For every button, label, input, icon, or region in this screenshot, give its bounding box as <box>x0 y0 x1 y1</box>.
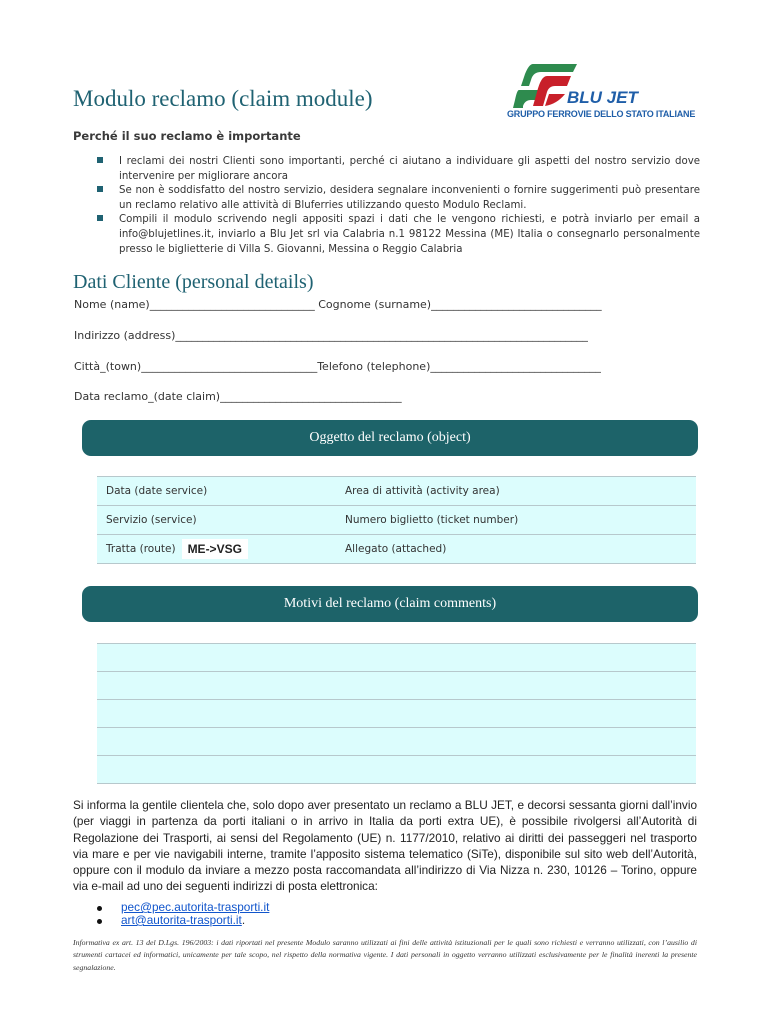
city-field[interactable]: ________________________________ <box>141 360 318 373</box>
activity-area-cell[interactable]: Area di attività (activity area) <box>345 485 500 497</box>
bullet-text: Se non è soddisfatto del nostro servizio, desidera segnalare inconvenienti o fornire suggerimenti può presentare un reclamo relativo alle attività di Bluferries utilizzando questo Modulo Reclami. <box>119 185 700 211</box>
route-label: Tratta (route) <box>106 543 176 555</box>
name-label: Nome (name) <box>74 298 150 311</box>
date-claim-label: Data reclamo_(date claim) <box>74 390 221 403</box>
personal-details-heading: Dati Cliente (personal details) <box>73 271 314 293</box>
table-row <box>97 477 696 506</box>
comments-area[interactable] <box>97 643 696 784</box>
city-label: Città_(town) <box>74 360 142 373</box>
city-phone-row <box>74 360 601 373</box>
bullet-dot-icon <box>97 919 102 924</box>
comment-line[interactable] <box>97 672 696 700</box>
address-label: Indirizzo (address) <box>74 329 176 342</box>
surname-label: Cognome (surname) <box>318 298 432 311</box>
brand-name: BLU JET <box>567 88 638 107</box>
bullet-text: I reclami dei nostri Clienti sono importanti, perché ci aiutano a individuare gli aspetti del nostro servizio dove intervenire per migliorare ancora <box>119 156 700 182</box>
privacy-footnote: Informativa ex art. 13 del D.Lgs. 196/2003: i dati riportati nel presente Modulo saranno utilizzati ai fini delle attività istituzionali per le quali sono richiesti e verranno utilizzati, con l’ausilio di strumenti cartacei ed informatici, unicamente per tale scopo, nel rispetto della normativa vigente. I dati personali in oggetto verranno utilizzati esclusivamente per le finalità inerenti la presente segnalazione. <box>73 938 697 972</box>
page-title: Modulo reclamo (claim module) <box>73 86 373 111</box>
ticket-number-cell[interactable]: Numero biglietto (ticket number) <box>345 514 519 526</box>
table-row <box>97 535 696 564</box>
surname-field[interactable]: _______________________________ <box>431 298 602 311</box>
object-banner: Oggetto del reclamo (object) <box>82 420 698 456</box>
route-value[interactable]: ME->VSG <box>182 539 248 559</box>
brand-group: GRUPPO FERROVIE DELLO STATO ITALIANE <box>507 109 696 119</box>
date-claim-row <box>74 390 402 403</box>
date-service-cell[interactable]: Data (date service) <box>106 485 208 497</box>
phone-label: Telefono (telephone) <box>317 360 431 373</box>
comments-banner: Motivi del reclamo (claim comments) <box>82 586 698 622</box>
email-suffix: . <box>241 913 246 927</box>
blujet-logo <box>505 60 715 124</box>
square-bullet-icon <box>97 186 103 192</box>
table-row <box>97 506 696 535</box>
name-field[interactable]: ______________________________ <box>149 298 315 311</box>
list-item <box>97 914 269 927</box>
comment-line[interactable] <box>97 756 696 784</box>
intro-bullets <box>97 155 700 257</box>
comment-line[interactable] <box>97 700 696 728</box>
bullet-dot-icon <box>97 906 102 911</box>
subtitle: Perché il suo reclamo è importante <box>73 129 301 143</box>
square-bullet-icon <box>97 215 103 221</box>
address-row <box>74 329 588 342</box>
phone-field[interactable]: _______________________________ <box>430 360 601 373</box>
attached-cell[interactable]: Allegato (attached) <box>345 543 447 555</box>
comment-line[interactable] <box>97 728 696 756</box>
name-surname-row <box>74 298 602 311</box>
bullet-item <box>97 184 700 213</box>
bullet-text: Compili il modulo scrivendo negli appositi spazi i dati che le vengono richiesti, e potrà inviarlo per email a info@blujetlines.it, inviarlo a Blu Jet srl via Calabria n.1 98122 Messina (ME) Italia o consegnarlo personalmente presso le biglietterie di Villa S. Giovanni, Messina o Reggio Calabria <box>119 214 700 255</box>
service-cell[interactable]: Servizio (service) <box>106 514 197 526</box>
bullet-item <box>97 155 700 184</box>
object-table <box>97 476 696 564</box>
date-claim-field[interactable]: _________________________________ <box>220 390 402 403</box>
address-field[interactable]: ___________________________________________________________________________ <box>175 329 588 342</box>
route-cell[interactable] <box>97 535 336 563</box>
pec-email-link[interactable]: pec@pec.autorita-trasporti.it <box>121 900 270 914</box>
email-list <box>97 901 269 927</box>
bullet-item <box>97 213 700 257</box>
comment-line[interactable] <box>97 644 696 672</box>
art-email-link[interactable]: art@autorita-trasporti.it <box>121 913 242 927</box>
info-paragraph: Si informa la gentile clientela che, solo dopo aver presentato un reclamo a BLU JET, e decorsi sessanta giorni dall’invio (per viaggi in partenza da porti italiani o in arrivo in Italia da porti extra UE), è possibile rivolgersi all’Autorità di Regolazione dei Trasporti, ai sensi del Regolamento (UE) n. 1177/2010, relativo ai diritti dei passeggeri nel trasporto via mare e per vie navigabili interne, tramite l’apposito sistema telematico (SiTe), disponibile sul sito web dell’Autorità, oppure con il modulo da inviare a mezzo posta raccomandata all’indirizzo di Via Nizza n. 230, 10126 – Torino, oppure via e-mail ad uno dei seguenti indirizzi di posta elettronica: <box>73 798 697 894</box>
square-bullet-icon <box>97 157 103 163</box>
